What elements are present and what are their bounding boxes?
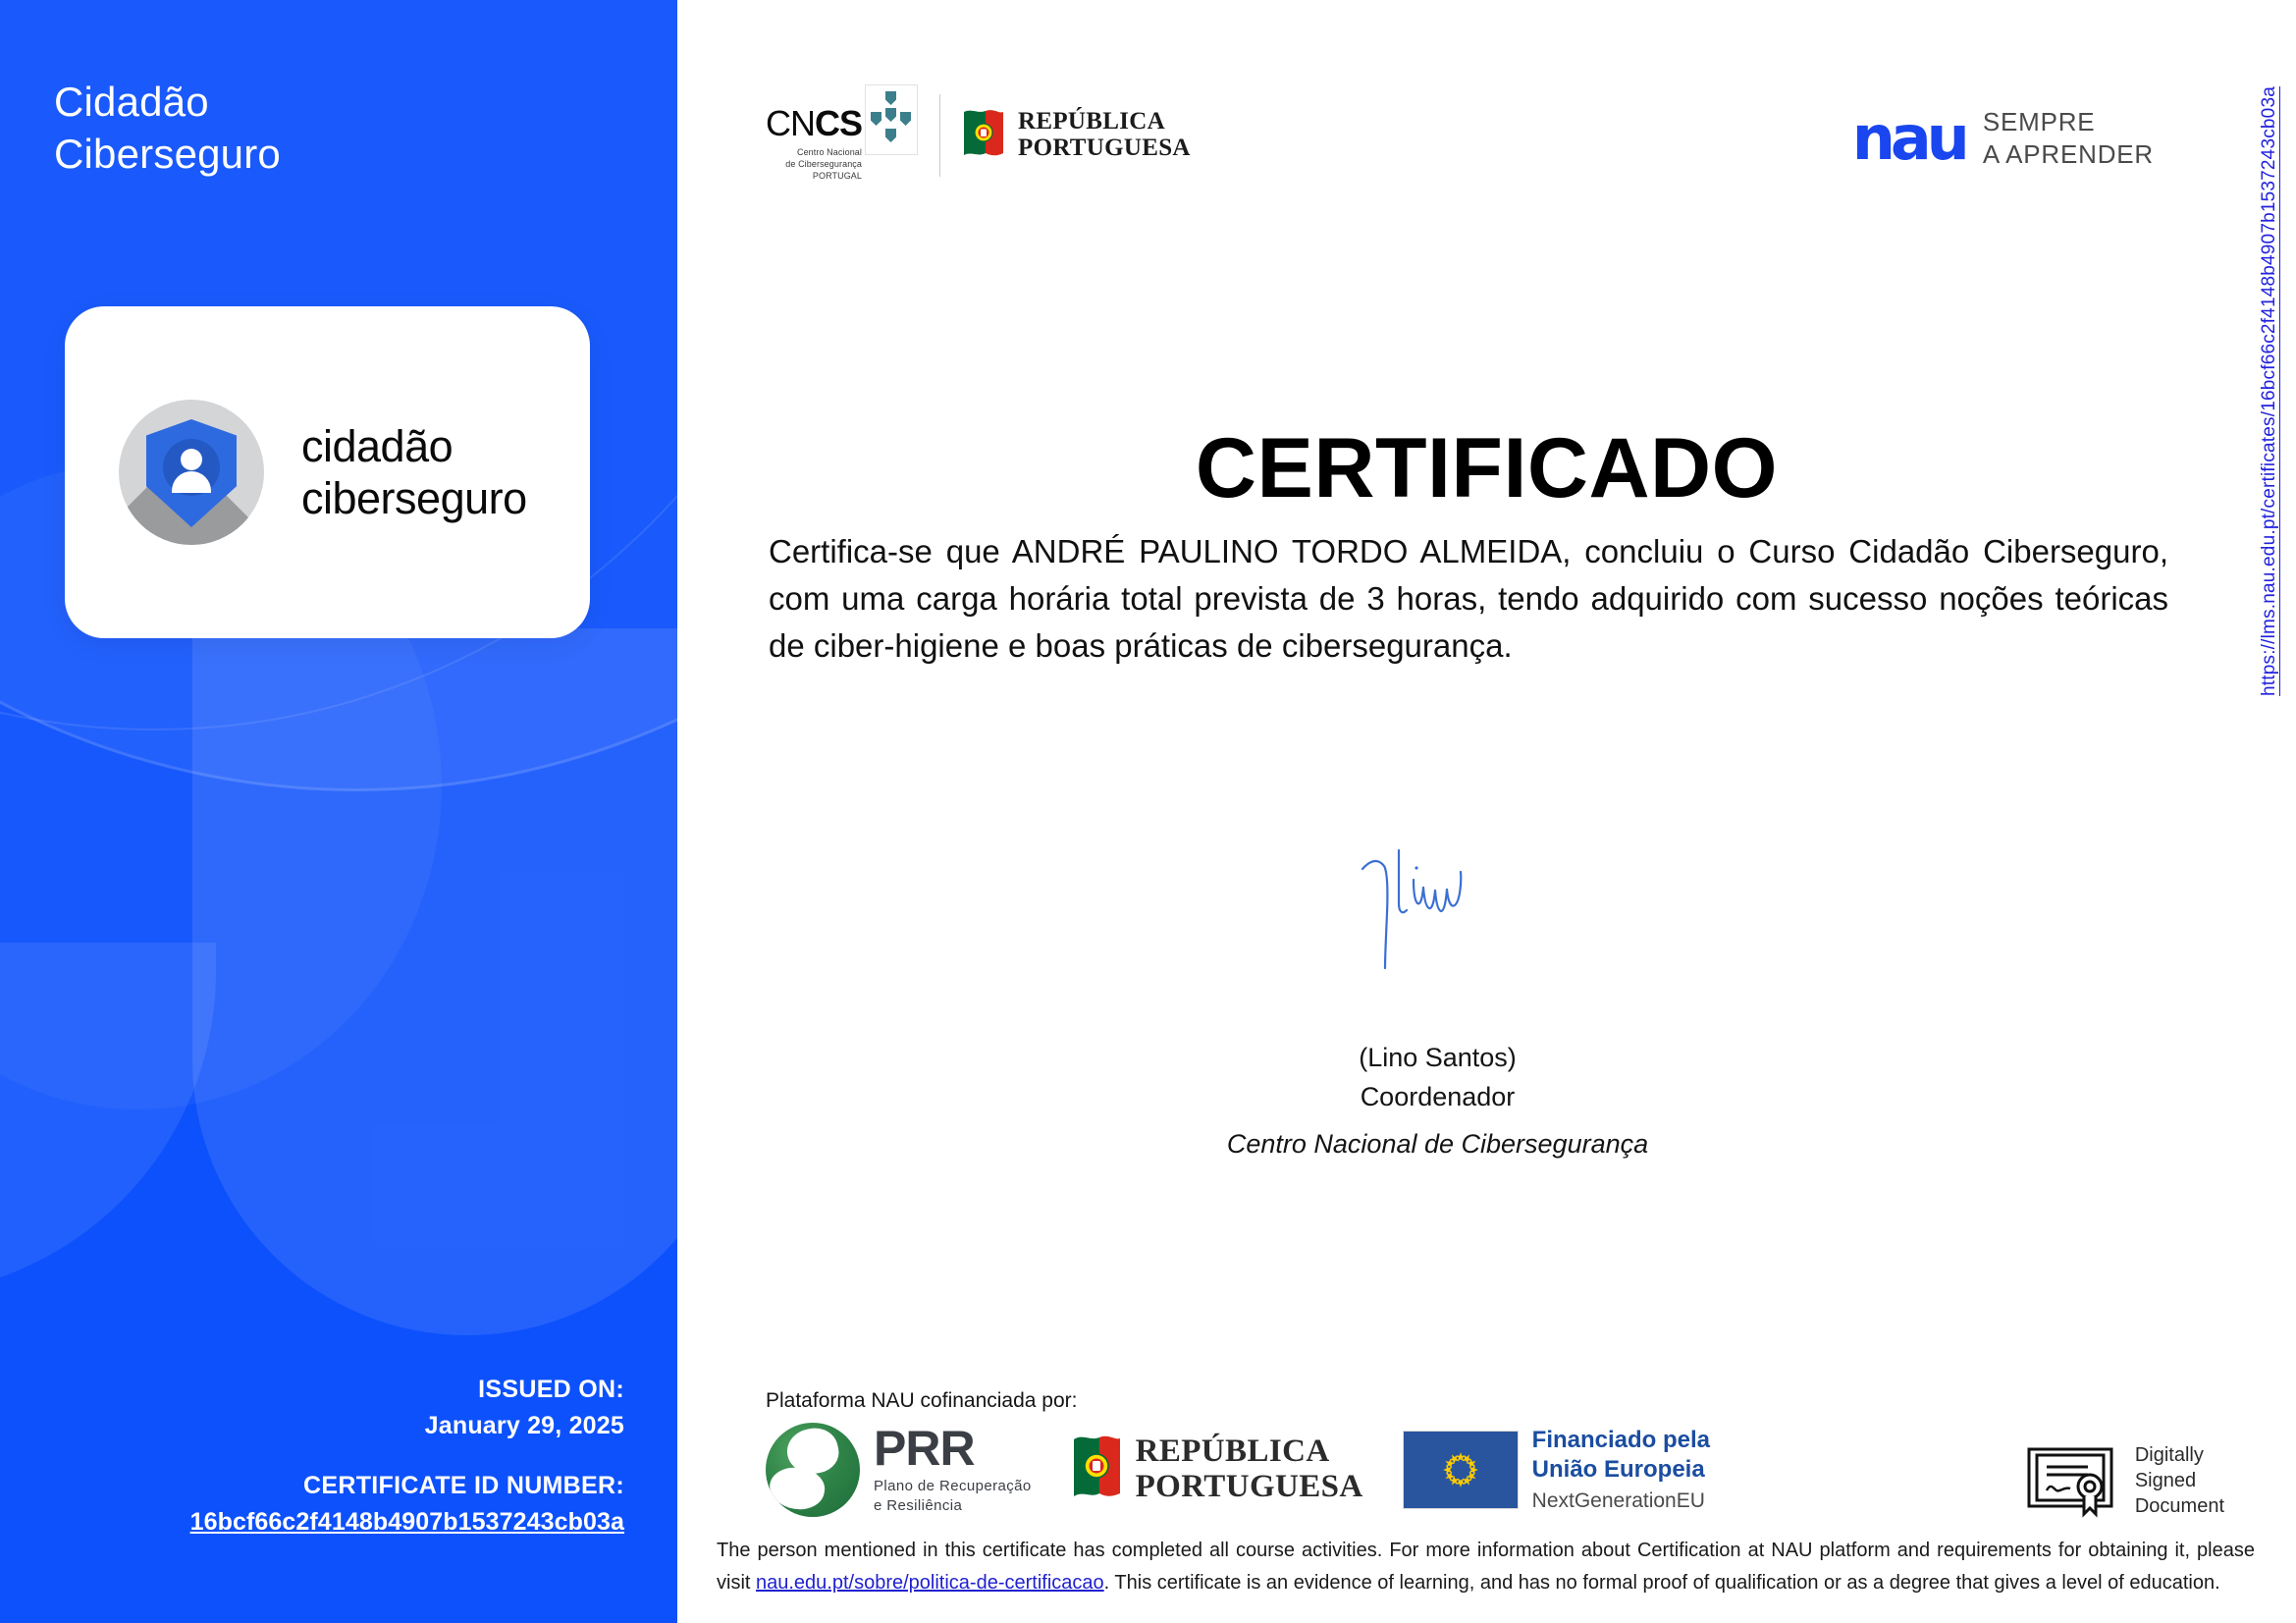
verification-url-link[interactable]: https://lms.nau.edu.pt/certificates/16bcf66c2f4148b4907b1537243cb03a — [2259, 86, 2279, 696]
signer-name: (Lino Santos) — [1359, 1043, 1517, 1072]
disclaimer-part2: . This certificate is an evidence of learning, and has no formal proof of qualification or as a degree that gives a level of education. — [1103, 1572, 2220, 1594]
digitally-signed-line3: Document — [2134, 1495, 2224, 1517]
certificate-title: CERTIFICADO — [1195, 420, 1779, 515]
prr-acronym: PRR — [874, 1420, 975, 1476]
handwritten-signature-icon — [1345, 844, 1531, 982]
certificate-body-text: Certifica-se que ANDRÉ PAULINO TORDO ALMEIDA, concluiu o Curso Cidadão Ciberseguro, com uma carga horária total prevista de 3 horas, tendo adquirido com sucesso noções teóricas de ciber-higiene e boas práticas de cibersegurança. — [769, 533, 2168, 664]
funders-label: Plataforma NAU cofinanciada por: — [766, 1389, 1078, 1412]
logo-divider — [939, 94, 940, 177]
course-logo-card — [65, 306, 590, 638]
cncs-logo — [766, 88, 918, 182]
republica-portuguesa-text-header — [1018, 109, 1191, 161]
course-title-line1: Cidadão — [54, 79, 209, 125]
republica-line2-footer: PORTUGUESA — [1135, 1469, 1363, 1504]
cncs-subtitle-line3: PORTUGAL — [812, 171, 863, 182]
course-logo-wordmark-line2: ciberseguro — [301, 473, 527, 523]
eu-funding-logo — [1403, 1426, 1710, 1514]
republica-portuguesa-logo-footer — [1071, 1433, 1363, 1507]
prr-subtitle-line1: Plano de Recuperação — [874, 1477, 1032, 1494]
cncs-wordmark — [766, 103, 863, 143]
course-logo-wordmark — [301, 420, 527, 524]
republica-line1-footer: REPÚBLICA — [1135, 1434, 1330, 1470]
decorative-u-shape — [192, 628, 677, 1335]
prr-logo — [766, 1420, 1032, 1517]
issued-on-label: ISSUED ON: — [478, 1376, 624, 1403]
signature-block — [628, 844, 2247, 1160]
eu-funding-line1: Financiado pela — [1531, 1426, 1711, 1453]
decorative-u-shape-left — [0, 943, 216, 1296]
portugal-flag-icon-footer — [1071, 1433, 1122, 1507]
eu-funding-line3: NextGenerationEU — [1531, 1488, 1705, 1512]
course-title-line2: Ciberseguro — [54, 131, 281, 178]
disclaimer-part1: The person mentioned in this certificate has completed all course activities. For more information about Certification at NAU platform and requirements for obtaining it, please visit — [717, 1540, 2255, 1594]
course-logo-wordmark-line1: cidadão — [301, 420, 454, 471]
republica-portuguesa-logo-header — [962, 108, 1191, 163]
portugal-flag-icon — [962, 108, 1005, 163]
digitally-signed-badge — [2025, 1442, 2224, 1519]
disclaimer-text — [717, 1535, 2255, 1599]
prr-emblem-icon — [766, 1423, 860, 1517]
eu-flag-icon — [1403, 1431, 1519, 1509]
certificate-id-value[interactable]: 16bcf66c2f4148b4907b1537243cb03a — [189, 1508, 624, 1536]
republica-portuguesa-text-footer — [1136, 1434, 1363, 1504]
nau-tagline-line1: SEMPRE — [1982, 107, 2096, 136]
portuguese-shields-icon — [865, 84, 918, 155]
certification-policy-link[interactable]: nau.edu.pt/sobre/politica-de-certificacao — [756, 1572, 1104, 1594]
cncs-wordmark-cn: CN — [766, 103, 815, 143]
cncs-subtitle — [785, 146, 862, 182]
issuance-block — [190, 1376, 624, 1537]
republica-line2-header: PORTUGUESA — [1018, 134, 1191, 161]
prr-subtitle-line2: e Resiliência — [874, 1497, 963, 1514]
cncs-subtitle-line2: de Cibersegurança — [785, 159, 863, 170]
nau-logo — [1851, 101, 2154, 174]
signer-organization: Centro Nacional de Cibersegurança — [1226, 1129, 1649, 1159]
cncs-subtitle-line1: Centro Nacional — [796, 147, 863, 157]
nau-tagline — [1983, 106, 2154, 170]
header-logos-left — [766, 88, 1191, 182]
digitally-signed-text — [2135, 1442, 2224, 1519]
nau-wordmark: nau — [1851, 101, 1965, 174]
certificate-seal-icon — [2025, 1443, 2123, 1518]
cncs-wordmark-cs: CS — [815, 103, 863, 143]
digitally-signed-line2: Signed — [2134, 1470, 2197, 1491]
shield-person-icon — [119, 400, 264, 545]
certificate-id-label: CERTIFICATE ID NUMBER: — [303, 1472, 624, 1499]
nau-tagline-line2: A APRENDER — [1982, 138, 2154, 169]
signer-role: Coordenador — [1360, 1082, 1516, 1111]
certificate-main — [677, 0, 2296, 1623]
republica-line1-header: REPÚBLICA — [1018, 108, 1165, 135]
course-title — [54, 76, 281, 181]
digitally-signed-line1: Digitally — [2134, 1444, 2204, 1466]
sidebar — [0, 0, 677, 1623]
eu-funding-line2: União Europeia — [1531, 1455, 1705, 1483]
issued-on-value: January 29, 2025 — [424, 1412, 624, 1439]
